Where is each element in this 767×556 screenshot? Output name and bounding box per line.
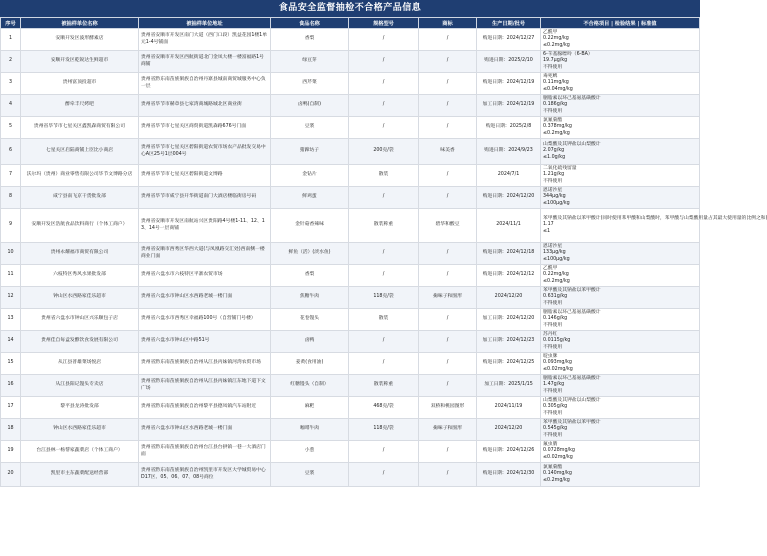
header-food: 食品名称 xyxy=(271,18,349,29)
spec-model: / xyxy=(349,331,419,353)
standard-value: ≤100μg/kg xyxy=(543,200,570,206)
test-result xyxy=(541,419,700,441)
test-result xyxy=(541,243,700,265)
food-name: 红糖馒头（自制） xyxy=(271,375,349,397)
test-value: 1.17 xyxy=(543,222,554,228)
unit-name: 咸宁县南飞京干货批发部 xyxy=(21,187,139,209)
test-value: 1.21g/kg xyxy=(543,172,565,178)
test-result xyxy=(541,397,700,419)
food-name: 西芹菜 xyxy=(271,73,349,95)
standard-value: ≤0.2mg/kg xyxy=(543,278,570,284)
brand: / xyxy=(419,29,477,51)
spec-model: 散装 xyxy=(349,309,419,331)
spec-model: / xyxy=(349,441,419,463)
failed-item: 山梨酸及其钾盐以山梨酸计 xyxy=(543,142,601,148)
failed-item: 乙酰甲 xyxy=(543,30,558,36)
spec-model: / xyxy=(349,29,419,51)
test-value: 0.146g/kg xyxy=(543,316,568,322)
row-number: 16 xyxy=(1,375,21,397)
production-date: 购进日期：2024/12/25 xyxy=(477,353,541,375)
spec-model: / xyxy=(349,73,419,95)
unqualified-products-table xyxy=(0,17,767,487)
unit-name: 凯里市主东蔬菜配送经营部 xyxy=(21,463,139,487)
food-name: 鲜鱼（活）(淡水鱼) xyxy=(271,243,349,265)
test-result xyxy=(541,139,700,165)
food-name: 卤鸭 xyxy=(271,331,349,353)
failed-item: 毒死蜱 xyxy=(543,74,558,80)
unit-address: 贵州省黔东南苗族侗族自治州从江县丙妹镇江东地下道下文广场 xyxy=(139,375,271,397)
brand: 掬味子和图形 xyxy=(419,287,477,309)
production-date: 2024/7/1 xyxy=(477,165,541,187)
food-name: 姜黄(食用油) xyxy=(271,353,349,375)
table-row xyxy=(1,51,700,73)
production-date: 购进日期：2025/2/8 xyxy=(477,117,541,139)
row-number: 7 xyxy=(1,165,21,187)
failed-item: 二氧化硫残留量 xyxy=(543,166,577,172)
test-value: 0.140mg/kg xyxy=(543,471,572,477)
standard-value: ≤1.0g/kg xyxy=(543,154,566,160)
test-result xyxy=(541,375,700,397)
unit-name: 安顺开发区乾锐达生鲜超市 xyxy=(21,51,139,73)
standard-value: ≤0.02mg/kg xyxy=(543,454,573,460)
brand: / xyxy=(419,51,477,73)
header-spec: 规格型号 xyxy=(349,18,419,29)
food-name: 猪蹄坊子 xyxy=(271,139,349,165)
table-row xyxy=(1,287,700,309)
test-value: 0.305g/kg xyxy=(543,404,568,410)
unit-name: 醉牵丰尺烤吧 xyxy=(21,95,139,117)
food-name: 金针菇香辣味 xyxy=(271,209,349,243)
brand: / xyxy=(419,265,477,287)
unit-address: 贵州省安顺市西秀区华西大道(与凤凰路交汇处)西南侧一楼商业门面 xyxy=(139,243,271,265)
table-row xyxy=(1,117,700,139)
brand: / xyxy=(419,309,477,331)
unit-address: 贵州省黔东南苗族侗族自治州凯里市开发区大学城贸易中心D17区、05、06、07、08号商位 xyxy=(139,463,271,487)
failed-item: 氯氰菊酯 xyxy=(543,465,563,471)
test-result xyxy=(541,95,700,117)
row-number: 8 xyxy=(1,187,21,209)
production-date: 加工日期：2025/1/15 xyxy=(477,375,541,397)
spec-model: / xyxy=(349,117,419,139)
unit-address: 贵州省六盘水市钟山区水西路老城一楼门面 xyxy=(139,287,271,309)
header-name: 被抽样单位名称 xyxy=(21,18,139,29)
test-result xyxy=(541,187,700,209)
food-name: 豆浆 xyxy=(271,463,349,487)
unit-address: 贵州省黔东南苗族侗族自治州丹寨县城南商贸城服务中心负一层 xyxy=(139,73,271,95)
row-number: 4 xyxy=(1,95,21,117)
standard-value: 不得使用 xyxy=(543,432,563,438)
production-date: 加工日期：2024/12/20 xyxy=(477,309,541,331)
failed-item: 啶虫脒 xyxy=(543,354,558,360)
standard-value: ≤0.2mg/kg xyxy=(543,477,570,483)
food-name: 豆浆 xyxy=(271,117,349,139)
failed-item: 氯氰菊酯 xyxy=(543,118,563,124)
spec-model: / xyxy=(349,265,419,287)
unit-address: 贵州省毕节市七星关区碧阳街道农贸市场农产品批发交易中心A区25号1层004号 xyxy=(139,139,271,165)
header-no: 序号 xyxy=(1,18,21,29)
test-result xyxy=(541,117,700,139)
row-number: 5 xyxy=(1,117,21,139)
spec-model: / xyxy=(349,353,419,375)
test-result xyxy=(541,29,700,51)
standard-value: ≤0.2mg/kg xyxy=(543,130,570,136)
failed-item: 恩诺沙星 xyxy=(543,244,563,250)
unit-address: 贵州省安顺市开发区南航站兴区贵阳路4号楼1-11、12、13、14号一层商铺 xyxy=(139,209,271,243)
table-body xyxy=(1,29,767,487)
row-number: 11 xyxy=(1,265,21,287)
table-row xyxy=(1,441,700,463)
standard-value: ≤0.2mg/kg xyxy=(543,42,570,48)
standard-value: ≤1 xyxy=(543,228,551,234)
row-number: 20 xyxy=(1,463,21,487)
unit-name: 黎平县龙涛批发部 xyxy=(21,397,139,419)
food-name: 卤鸭(自制) xyxy=(271,95,349,117)
unit-address: 贵州省黔东南苗族侗族自治州从江县丙妹镇河湾农贸市场 xyxy=(139,353,271,375)
page-title: 食品安全监督抽检不合格产品信息 xyxy=(0,0,700,17)
unit-name: 钟山区水西路家佳乐超市 xyxy=(21,287,139,309)
unit-address: 贵州省安顺市开发区西航街道北门金凤大楼一楼富福路1号商铺 xyxy=(139,51,271,73)
test-value: 0.0115g/kg xyxy=(543,338,571,344)
test-result xyxy=(541,353,700,375)
test-value: 0.22mg/kg xyxy=(543,272,569,278)
brand: / xyxy=(419,441,477,463)
unit-name: 钟山区水西路家佳乐超市 xyxy=(21,419,139,441)
unit-address: 贵州省六盘水市西秀区幸福路100号（自营铺门号楼） xyxy=(139,309,271,331)
row-number: 18 xyxy=(1,419,21,441)
spec-model: 200克/袋 xyxy=(349,139,419,165)
test-result xyxy=(541,309,700,331)
unit-address: 贵州省六盘水市钟山区中路51号 xyxy=(139,331,271,353)
food-name: 咖啡牛肉 xyxy=(271,419,349,441)
failed-item: 苯甲酸及其钠盐以苯甲酸计 xyxy=(543,420,601,426)
row-number: 9 xyxy=(1,209,21,243)
test-result xyxy=(541,265,700,287)
failed-item: 胭脂素以环己基氨基磺酸计 xyxy=(543,310,601,316)
test-result xyxy=(541,441,700,463)
standard-value: 不得使用 xyxy=(543,300,563,306)
test-result xyxy=(541,287,700,309)
unit-address: 贵州省毕节市威宁县开华街道南门大酒店楼临街房号码 xyxy=(139,187,271,209)
unit-address: 贵州省黔东南苗族侗族自治州黎平县德凤镇汽车站附近 xyxy=(139,397,271,419)
unit-name: 贵州永耀福市商贸有限公司 xyxy=(21,243,139,265)
row-number: 6 xyxy=(1,139,21,165)
brand: / xyxy=(419,463,477,487)
production-date: 购进日期：2024/12/12 xyxy=(477,265,541,287)
spec-model: / xyxy=(349,187,419,209)
unit-address: 贵州省六盘水市六枝特区平寨农贸市场 xyxy=(139,265,271,287)
unit-address: 贵州省毕节市赫章县七家湾商城路城北区商业街 xyxy=(139,95,271,117)
production-date: 加工日期：2024/12/23 xyxy=(477,331,541,353)
test-value: 2.07g/kg xyxy=(543,148,565,154)
row-number: 12 xyxy=(1,287,21,309)
unit-address: 贵州省安顺市开发区南门大道（西门口段）凯益花园1楼1单元1-4号铺面 xyxy=(139,29,271,51)
production-date: 购进日期：2024/12/27 xyxy=(477,29,541,51)
failed-item: 乙酰甲 xyxy=(543,266,558,272)
failed-item: 苯甲酸及其钠盐以苯甲酸计(同时使用苯甲酸和山梨酸时，苯甲酸与山梨酸用量占其最大使用量的比例之和) xyxy=(543,216,767,222)
brand: / xyxy=(419,165,477,187)
brand: / xyxy=(419,353,477,375)
row-number: 17 xyxy=(1,397,21,419)
brand: / xyxy=(419,243,477,265)
table-row xyxy=(1,29,700,51)
header-brand: 商标 xyxy=(419,18,477,29)
test-result xyxy=(541,51,700,73)
food-name: 金钻片 xyxy=(271,165,349,187)
food-name: 麻粑 xyxy=(271,397,349,419)
unit-name: 沃尔玛（贵州）商业零售有限公司毕节文博路分店 xyxy=(21,165,139,187)
unit-address: 贵州省毕节市七星关区碧阳街道文博路 xyxy=(139,165,271,187)
failed-item: 6-苄基腺嘌呤（6-BA） xyxy=(543,52,593,58)
table-row xyxy=(1,353,700,375)
brand: / xyxy=(419,187,477,209)
test-value: 19.7μg/kg xyxy=(543,58,568,64)
unit-name: 安顺开发区浩航食品饮料商行（个体工商户） xyxy=(21,209,139,243)
row-number: 3 xyxy=(1,73,21,95)
table-row xyxy=(1,139,700,165)
brand: 双桥和桃园图形 xyxy=(419,397,477,419)
standard-value: ≤0.02mg/kg xyxy=(543,366,573,372)
production-date: 购进日期：2024/12/20 xyxy=(477,187,541,209)
brand: / xyxy=(419,375,477,397)
test-value: 0.378mg/kg xyxy=(543,124,572,130)
unit-name: 贵州富顶投超市 xyxy=(21,73,139,95)
food-name: 香梨 xyxy=(271,265,349,287)
header-date: 生产日期/批号 xyxy=(477,18,541,29)
unit-name: 贵州省六盘水市钟山区兴乐顺包子店 xyxy=(21,309,139,331)
test-value: 344μg/kg xyxy=(543,194,566,200)
spec-model: 118克/袋 xyxy=(349,419,419,441)
standard-value: ≤100μg/kg xyxy=(543,256,570,262)
unit-address: 贵州省毕节市七星关区商贸街道凯森路676号门面 xyxy=(139,117,271,139)
standard-value: 不得使用 xyxy=(543,388,563,394)
test-result xyxy=(541,331,700,353)
standard-value: 不得使用 xyxy=(543,344,563,350)
row-number: 19 xyxy=(1,441,21,463)
production-date: 购进日期：2024/9/23 xyxy=(477,139,541,165)
spec-model: / xyxy=(349,95,419,117)
food-name: 香梨 xyxy=(271,29,349,51)
test-result xyxy=(541,73,700,95)
production-date: 2024/11/1 xyxy=(477,209,541,243)
test-value: 0.11mg/kg xyxy=(543,80,569,86)
table-row xyxy=(1,331,700,353)
failed-item: 苯甲酸及其钠盐以苯甲酸计 xyxy=(543,288,601,294)
header-address: 被抽样单位地址 xyxy=(139,18,271,29)
food-name: 绿豆芽 xyxy=(271,51,349,73)
brand: 掬味子和图形 xyxy=(419,419,477,441)
spec-model: / xyxy=(349,463,419,487)
production-date: 2024/12/20 xyxy=(477,287,541,309)
spec-model: 散装 xyxy=(349,165,419,187)
brand: / xyxy=(419,73,477,95)
unit-name: 贵州佳自每盒发酵饮食发展有限公司 xyxy=(21,331,139,353)
failed-item: 山梨酸及其钾盐以山梨酸计 xyxy=(543,398,601,404)
table-row xyxy=(1,187,700,209)
test-value: 0.186g/kg xyxy=(543,102,568,108)
header-result: 不合格项目 | 检验结果 | 标准值 xyxy=(541,18,700,29)
food-name: 鲜鸡蛋 xyxy=(271,187,349,209)
unit-address: 贵州省黔东南苗族侗族自治州台江县台拱镇一巷一大酒店门面 xyxy=(139,441,271,463)
spec-model: / xyxy=(349,243,419,265)
table-row xyxy=(1,309,700,331)
table-row xyxy=(1,165,700,187)
spec-model: / xyxy=(349,51,419,73)
spec-model: 118克/袋 xyxy=(349,287,419,309)
table-row xyxy=(1,397,700,419)
standard-value: 不得使用 xyxy=(543,178,563,184)
brand: / xyxy=(419,117,477,139)
standard-value: 不得使用 xyxy=(543,322,563,328)
table-row xyxy=(1,73,700,95)
unit-name: 安顺开发区波形酵素店 xyxy=(21,29,139,51)
food-name: 花卷馒头 xyxy=(271,309,349,331)
test-value: 0.631g/kg xyxy=(543,294,568,300)
test-value: 0.545g/kg xyxy=(543,426,568,432)
row-number: 10 xyxy=(1,243,21,265)
standard-value: 不得使用 xyxy=(543,410,563,416)
unit-name: 六枝特区秀风水果批发部 xyxy=(21,265,139,287)
standard-value: 不得使用 xyxy=(543,108,563,114)
failed-item: 氟虫腈 xyxy=(543,442,558,448)
test-value: 0.093mg/kg xyxy=(543,360,572,366)
row-number: 14 xyxy=(1,331,21,353)
production-date: 加工日期：2024/12/19 xyxy=(477,95,541,117)
spec-model: 468克/袋 xyxy=(349,397,419,419)
table-row xyxy=(1,95,700,117)
row-number: 15 xyxy=(1,353,21,375)
row-number: 2 xyxy=(1,51,21,73)
unit-name: 从江县普雄菜场悦店 xyxy=(21,353,139,375)
table-row xyxy=(1,375,700,397)
standard-value: ≤0.04mg/kg xyxy=(543,86,573,92)
test-value: 0.22mg/kg xyxy=(543,36,569,42)
food-name: 小葱 xyxy=(271,441,349,463)
brand: / xyxy=(419,95,477,117)
table-row xyxy=(1,243,700,265)
unit-name: 七星关区启陆商铺上臣比小商店 xyxy=(21,139,139,165)
unit-address: 贵州省六盘水市钟山区水西路老城一楼门面 xyxy=(139,419,271,441)
failed-item: 胭脂素以环己基氨基磺酸计 xyxy=(543,376,601,382)
test-result xyxy=(541,463,700,487)
table-row xyxy=(1,209,700,243)
production-date: 购进日期：2024/12/30 xyxy=(477,463,541,487)
spec-model: 散装称重 xyxy=(349,209,419,243)
failed-item: 恩诺沙星 xyxy=(543,188,563,194)
table-row xyxy=(1,463,700,487)
test-result xyxy=(541,209,767,243)
failed-item: 胭脂素以环己基氨基磺酸计 xyxy=(543,96,601,102)
table-row xyxy=(1,419,700,441)
production-date: 购进日期：2025/2/10 xyxy=(477,51,541,73)
test-value: 0.0728mg/kg xyxy=(543,448,575,454)
brand: / xyxy=(419,331,477,353)
test-value: 1.47g/kg xyxy=(543,382,565,388)
standard-value: 不得使用 xyxy=(543,64,563,70)
row-number: 1 xyxy=(1,29,21,51)
production-date: 购进日期：2024/12/19 xyxy=(477,73,541,95)
test-value: 133μg/kg xyxy=(543,250,566,256)
food-name: 焦糖牛肉 xyxy=(271,287,349,309)
production-date: 2024/11/19 xyxy=(477,397,541,419)
table-row xyxy=(1,265,700,287)
production-date: 购进日期：2024/12/18 xyxy=(477,243,541,265)
row-number: 13 xyxy=(1,309,21,331)
spec-model: 散装称重 xyxy=(349,375,419,397)
failed-item: 苏丹红 xyxy=(543,332,558,338)
unit-name: 台江县林一杨帮家蔬菜店（个体工商户） xyxy=(21,441,139,463)
brand: 碧华和酸豆 xyxy=(419,209,477,243)
unit-name: 贵州省毕节市七星关区鑫凯森商贸有限公司 xyxy=(21,117,139,139)
production-date: 2024/12/20 xyxy=(477,419,541,441)
production-date: 购进日期：2024/12/26 xyxy=(477,441,541,463)
table-header-row xyxy=(1,18,700,29)
unit-name: 从江县阳记馒头专卖店 xyxy=(21,375,139,397)
test-result xyxy=(541,165,700,187)
brand: 味美香 xyxy=(419,139,477,165)
